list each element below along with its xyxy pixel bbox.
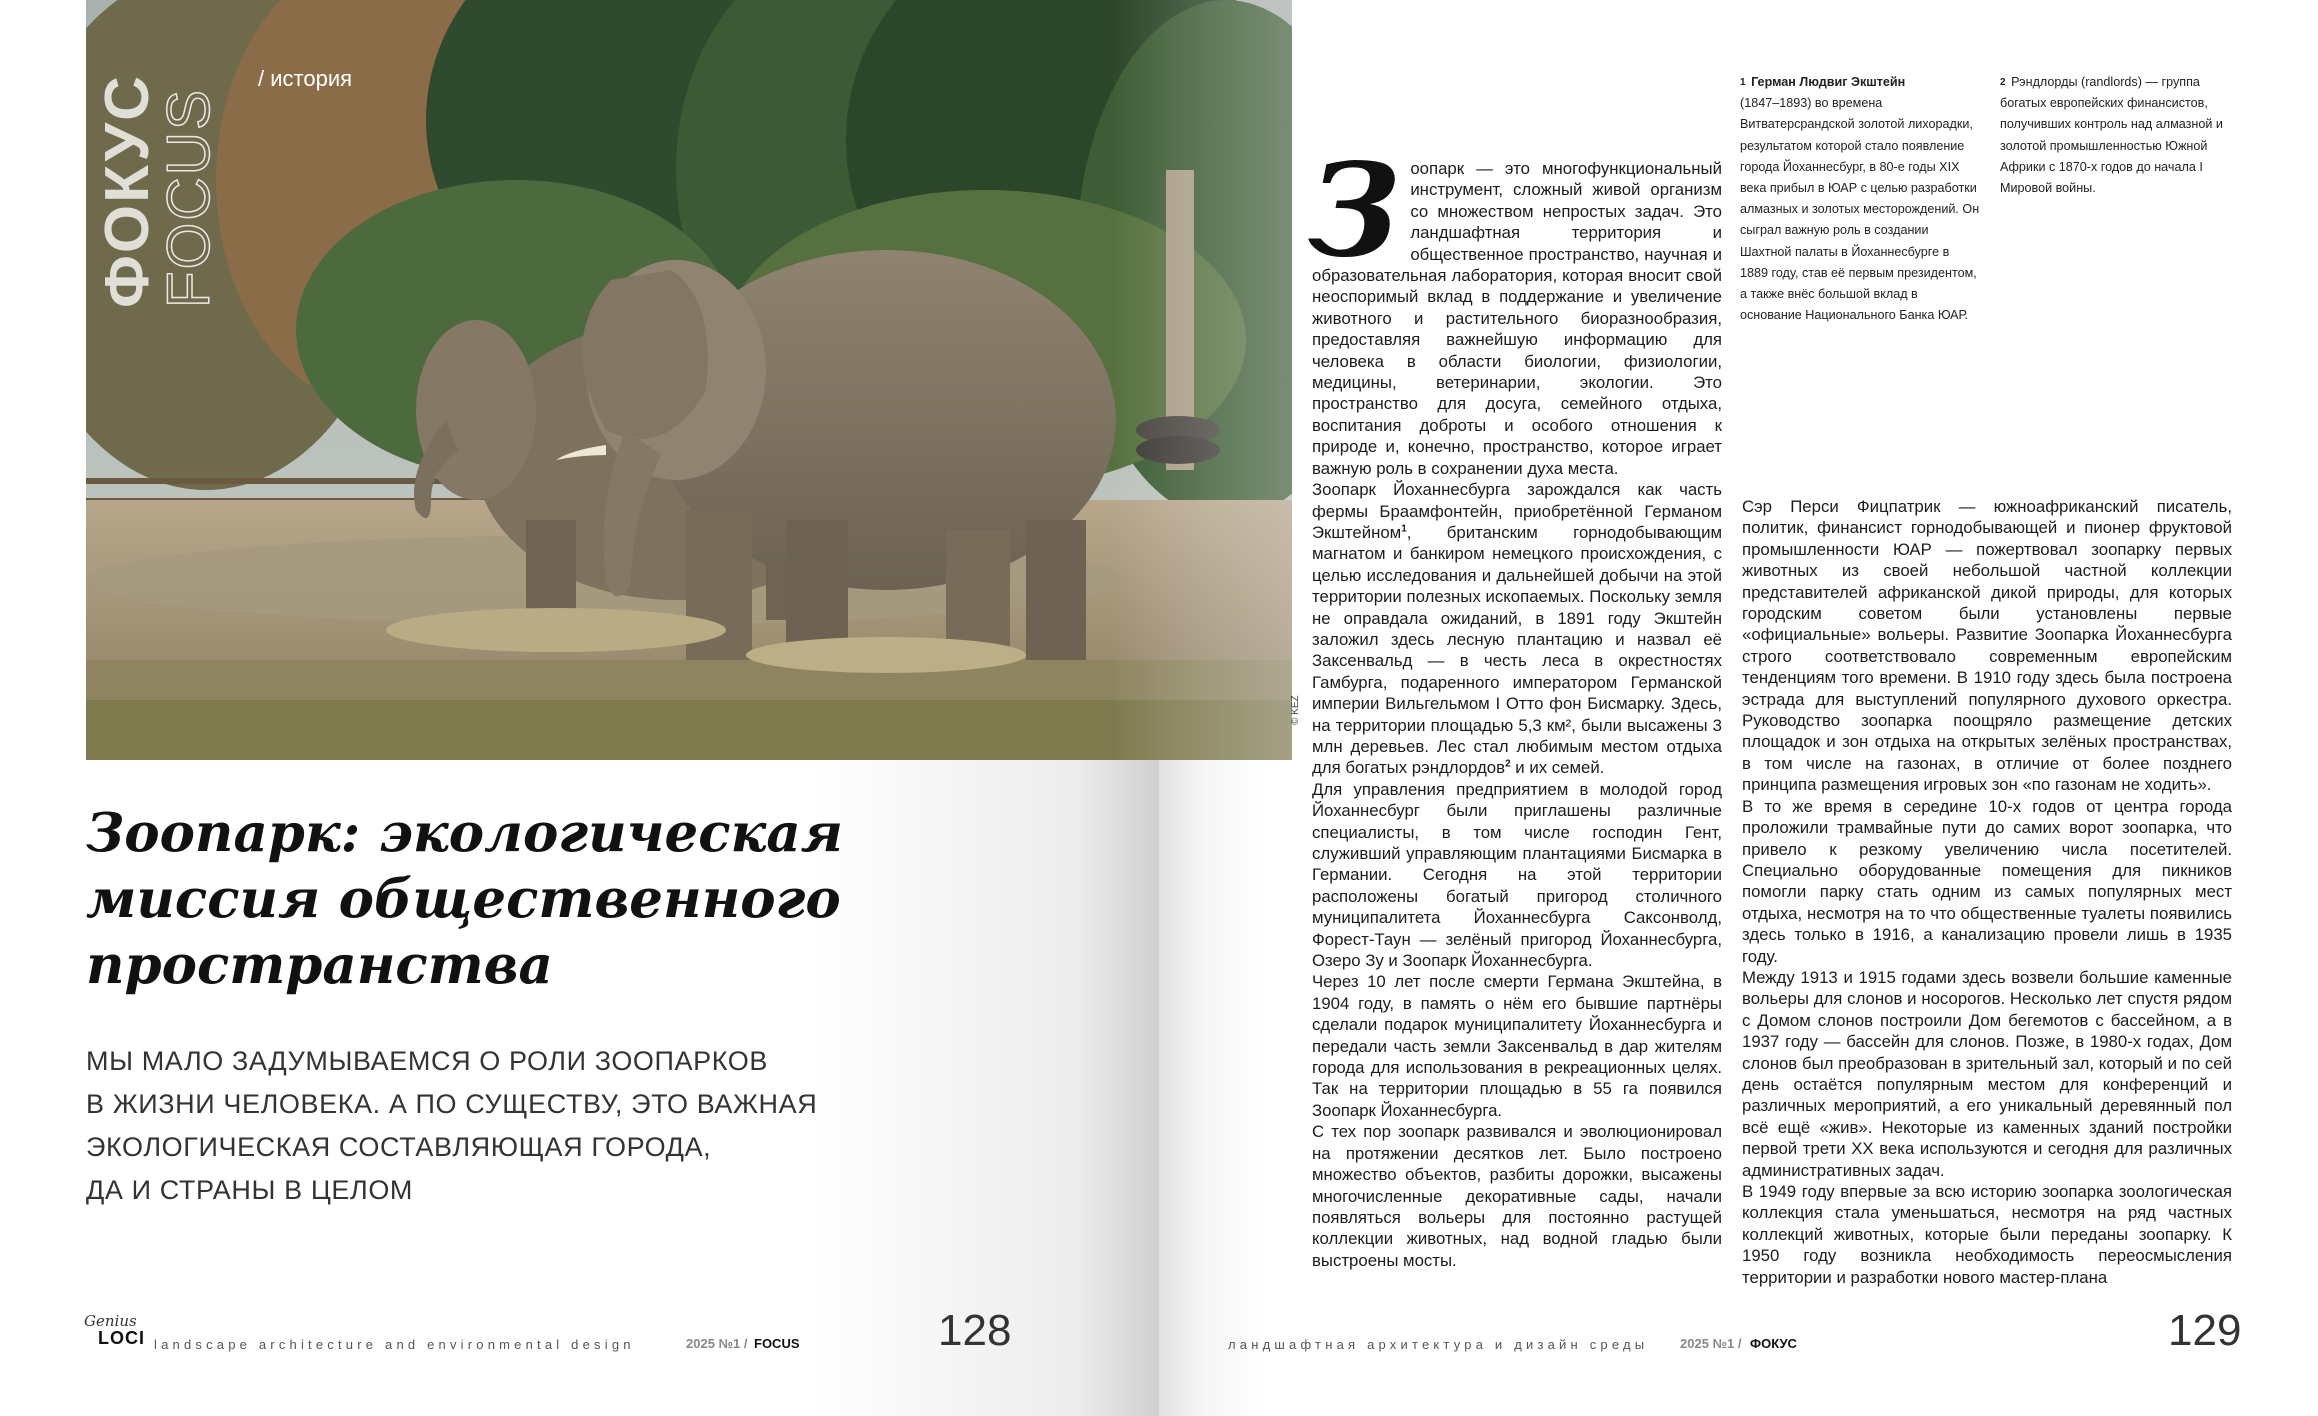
paragraph: оопарк — это многофункциональный инструмент, сложный живой организм со множеством непростых задач. Это ландшафтная территория и общественное пространство, научная и образовательная лаборатория, которая вносит свой неоспоримый вклад в поддержание и увеличение животного и растительного биоразнообразия, предоставляя важнейшую информацию для человека в области биологии, физиологии, медицины, ветеринарии, экологии. Это пространство для досуга, семейного отдыха, воспитания доброты и особого отношения к природе и, конечно, пространство, которое играет важную роль в сохранении духа места.	[1312, 159, 1722, 478]
page-number: 129	[2168, 1306, 2242, 1355]
footer-tagline: ландшафтная архитектура и дизайн среды	[1228, 1337, 1649, 1352]
paragraph: В 1949 году впервые за всю историю зоопарка зоологическая коллекция стала уменьшаться, несмотря на ряд частных коллекций животных, которые были переданы зоопарку. К 1950 году возникла необходимость переосмысления территории и разработки нового мастер-плана	[1742, 1182, 2232, 1287]
headline-line: пространства	[86, 934, 553, 996]
drop-cap: З	[1308, 136, 1401, 286]
footer-section: FOCUS	[754, 1336, 800, 1351]
lead-line: ЭКОЛОГИЧЕСКАЯ СОСТАВЛЯЮЩАЯ ГОРОДА,	[86, 1132, 712, 1162]
section-label-ru: ФОКУС	[93, 74, 162, 308]
lead-line: ДА И СТРАНЫ В ЦЕЛОМ	[86, 1175, 414, 1205]
paragraph: С тех пор зоопарк развивался и эволюционировал на протяжении десятков лет. Было построено множество объектов, разбиты дорожки, высажены многочисленные декоративные сады, начали появляться вольеры для постоянно растущей коллекции животных, над водной гладью были выстроены мосты.	[1312, 1122, 1722, 1270]
headline-line: миссия общественного	[86, 868, 841, 930]
paragraph: Для управления предприятием в молодой город Йоханнесбург были приглашены различные специалисты, в том числе господин Гент, служивший управляющим плантациями Бисмарка в Германии. Сегодня на этой территории расположены богатый пригород столичного муниципалитета Йоханнесбурга Саксонволд, Форест-Таун — зелёный пригород Йоханнесбурга, Озеро Зу и Зоопарк Йоханнесбурга.	[1312, 779, 1722, 971]
footnote-1	[1740, 72, 1980, 326]
paragraph: Через 10 лет после смерти Германа Экштейна, в 1904 году, в память о нём его бывшие партнёры сделали подарок муниципалитету Йоханнесбурга и передали часть земли Заксенвальд в дар жителям города для использования в рекреационных целях. Так на территории площадью в 55 га появился Зоопарк Йоханнесбурга.	[1312, 972, 1722, 1120]
section-label-en: FOCUS	[155, 88, 222, 308]
elephants-photo-illustration	[86, 0, 1292, 760]
footer-tagline: landscape architecture and environmental design	[154, 1337, 635, 1352]
paragraph: Сэр Перси Фицпатрик — южноафриканский писатель, политик, финансист горнодобывающей и пионер фруктовой промышленности ЮАР — пожертвовал зоопарку первых животных из своей небольшой частной коллекции представителей африканской дикой природы, для которых городским советом были установлены первые «официальные» вольеры. Развитие Зоопарка Йоханнесбурга строго соответствовало современным европейским тенденциям того времени. В 1910 году здесь была построена эстрада для выступлений популярного духового оркестра. Руководство зоопарка поощряло размещение детских площадок и зон отдыха на открытых зелёных пространствах, в том числе на газонах, в отличие от более позднего принципа размещения игровых зон «по газонам не ходить».	[1742, 497, 2232, 795]
footnote-person: Герман Людвиг Экштейн	[1751, 75, 1906, 89]
page-number: 128	[938, 1306, 1012, 1355]
photo-credit: © KEZ	[1290, 695, 1301, 725]
article-headline	[86, 800, 946, 998]
footnote-mark: 1	[1740, 77, 1746, 88]
lead-line: В ЖИЗНИ ЧЕЛОВЕКА. А ПО СУЩЕСТВУ, ЭТО ВАЖНАЯ	[86, 1089, 818, 1119]
section-label-vertical	[92, 58, 222, 318]
lead-line: МЫ МАЛО ЗАДУМЫВАЕМСЯ О РОЛИ ЗООПАРКОВ	[86, 1046, 768, 1076]
footnote-ref[interactable]: 1	[1401, 523, 1407, 535]
paragraph: Зоопарк Йоханнесбурга зарождался как часть фермы Браамфонтейн, приобретённой Германом Экштейном$^1$, британским горнодобывающим магнатом и банкиром немецкого происхождения, с целью исследования и дальнейшей добычи на этой территории полезных ископаемых. Поскольку земля не оправдала ожиданий, в 1891 году Экштейн заложил здесь лесную плантацию и назвал её Заксенвальд — в честь леса в окрестностях Гамбурга, подаренного императором Германской империи Вильгельмом I Отто фон Бисмарку. Здесь, на территории площадью 5,3 км², были высажены 3 млн деревьев. Лес стал любимым местом отдыха для богатых рэндлордов$^2$ и их семей.	[1312, 480, 1722, 778]
rubric: / история	[258, 66, 353, 91]
logo-loci: LOCI	[98, 1328, 145, 1348]
footer-issue: 2025 №1 /	[1680, 1336, 1742, 1351]
footnote-2	[2000, 72, 2240, 199]
paragraph: Между 1913 и 1915 годами здесь возвели большие каменные вольеры для слонов и носорогов. Несколько лет спустя рядом с Домом слонов построили Дом бегемотов с бассейном, а в 1937 году — бассейн для слонов. Позже, в 1980-х годах, Дом слонов был преобразован в зрительный зал, который и по сей день остаётся популярным местом для конференций и различных мероприятий, а его уникальный деревянный пол всё ещё «жив». Некоторые из каменных зданий постройки первой трети XX века используются и сегодня для различных административных задач.	[1742, 967, 2232, 1180]
logo-genius: Genius	[84, 1312, 137, 1330]
footnote-mark: 2	[2000, 77, 2006, 88]
body-column-2	[1742, 496, 2232, 1288]
footnote-text: (1847–1893) во времена Витватерсрандской золотой лихорадки, результатом которой стало появление города Йоханнесбург, в 80-е годы XIX века прибыл в ЮАР с целью разработки алмазных и золотых месторождений. Он сыграл важную роль в создании Шахтной палаты в Йоханнесбурге в 1889 году, став её первым президентом, а также внёс большой вклад в основание Национального Банка ЮАР.	[1740, 96, 1980, 323]
footer-section: ФОКУС	[1750, 1336, 1797, 1351]
elephants-photo	[86, 0, 1292, 760]
article-lead	[86, 1040, 986, 1212]
footnote-text: Рэндлорды (randlords) — группа богатых европейских финансистов, получивших контроль над алмазной и золотой промышленностью Южной Африки с 1870-х годов до начала I Мировой войны.	[2000, 75, 2223, 196]
paragraph: В то же время в середине 10-х годов от центра города проложили трамвайные пути до самих ворот зоопарка, что привело к резкому увеличению числа посетителей. Специально оборудованные помещения для пикников помогли парку стать одним из самых популярных мест отдыха, несмотря на то что общественные туалеты появились здесь только в 1916, а канализацию провели лишь в 1935 году.	[1742, 796, 2232, 966]
footer-issue: 2025 №1 /	[686, 1336, 748, 1351]
headline-line: Зоопарк: экологическая	[86, 802, 843, 864]
footnote-ref[interactable]: 2	[1505, 758, 1511, 770]
body-column-1	[1308, 136, 1722, 1271]
